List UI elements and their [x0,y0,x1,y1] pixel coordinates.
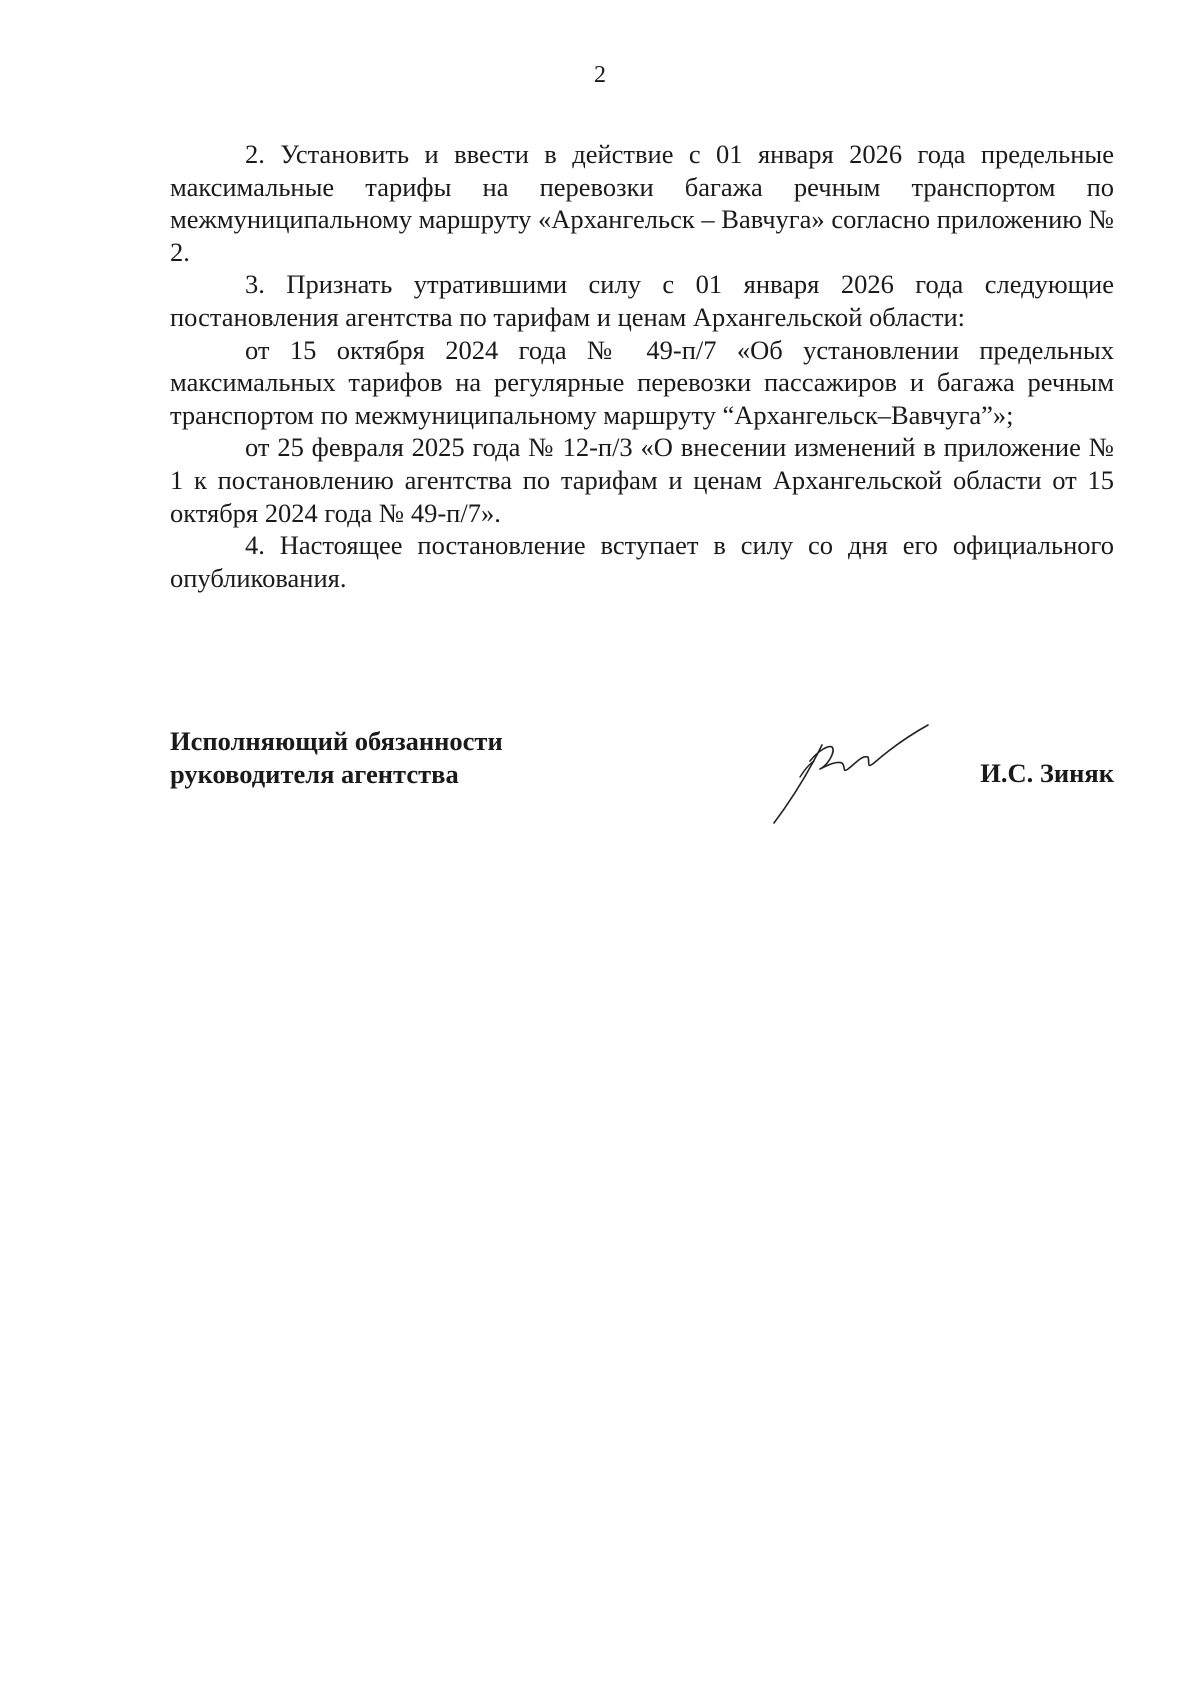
document-body [170,138,1114,594]
paragraph-item-2: 2. Установить и ввести в действие с 01 января 2026 года предельные максимальные тарифы на перевозки багажа речным транспортом по межмуниципальному маршруту «Архангельск – Вавчуга» согласно приложению № 2. [170,139,1114,267]
signer-title-line1: Исполняющий обязанности [170,726,503,756]
signer-title-line2: руководителя агентства [170,758,459,789]
signer-title [170,725,503,790]
paragraph-subitem-2: от 25 февраля 2025 года № 12-п/3 «О внесении изменений в приложение № 1 к постановлению агентства по тарифам и ценам Архангельской области от 15 октября 2024 года № 49-п/7». [170,432,1114,528]
handwritten-signature [770,715,930,827]
page-number: 2 [594,62,606,88]
paragraph-item-3: 3. Признать утратившими силу с 01 января 2026 года следующие постановления агентства по тарифам и ценам Архангельской области: [170,269,1114,332]
signature-block [170,725,1114,835]
signer-name: И.С. Зиняк [980,758,1114,788]
paragraph-subitem-1: от 15 октября 2024 года № 49-п/7 «Об установлении предельных максимальных тарифов на регулярные перевозки пассажиров и багажа речным транспортом по межмуниципальному маршруту “Архангельск–Вавчуга”»; [170,334,1114,430]
paragraph-item-4: 4. Настоящее постановление вступает в силу со дня его официального опубликования. [170,530,1114,593]
